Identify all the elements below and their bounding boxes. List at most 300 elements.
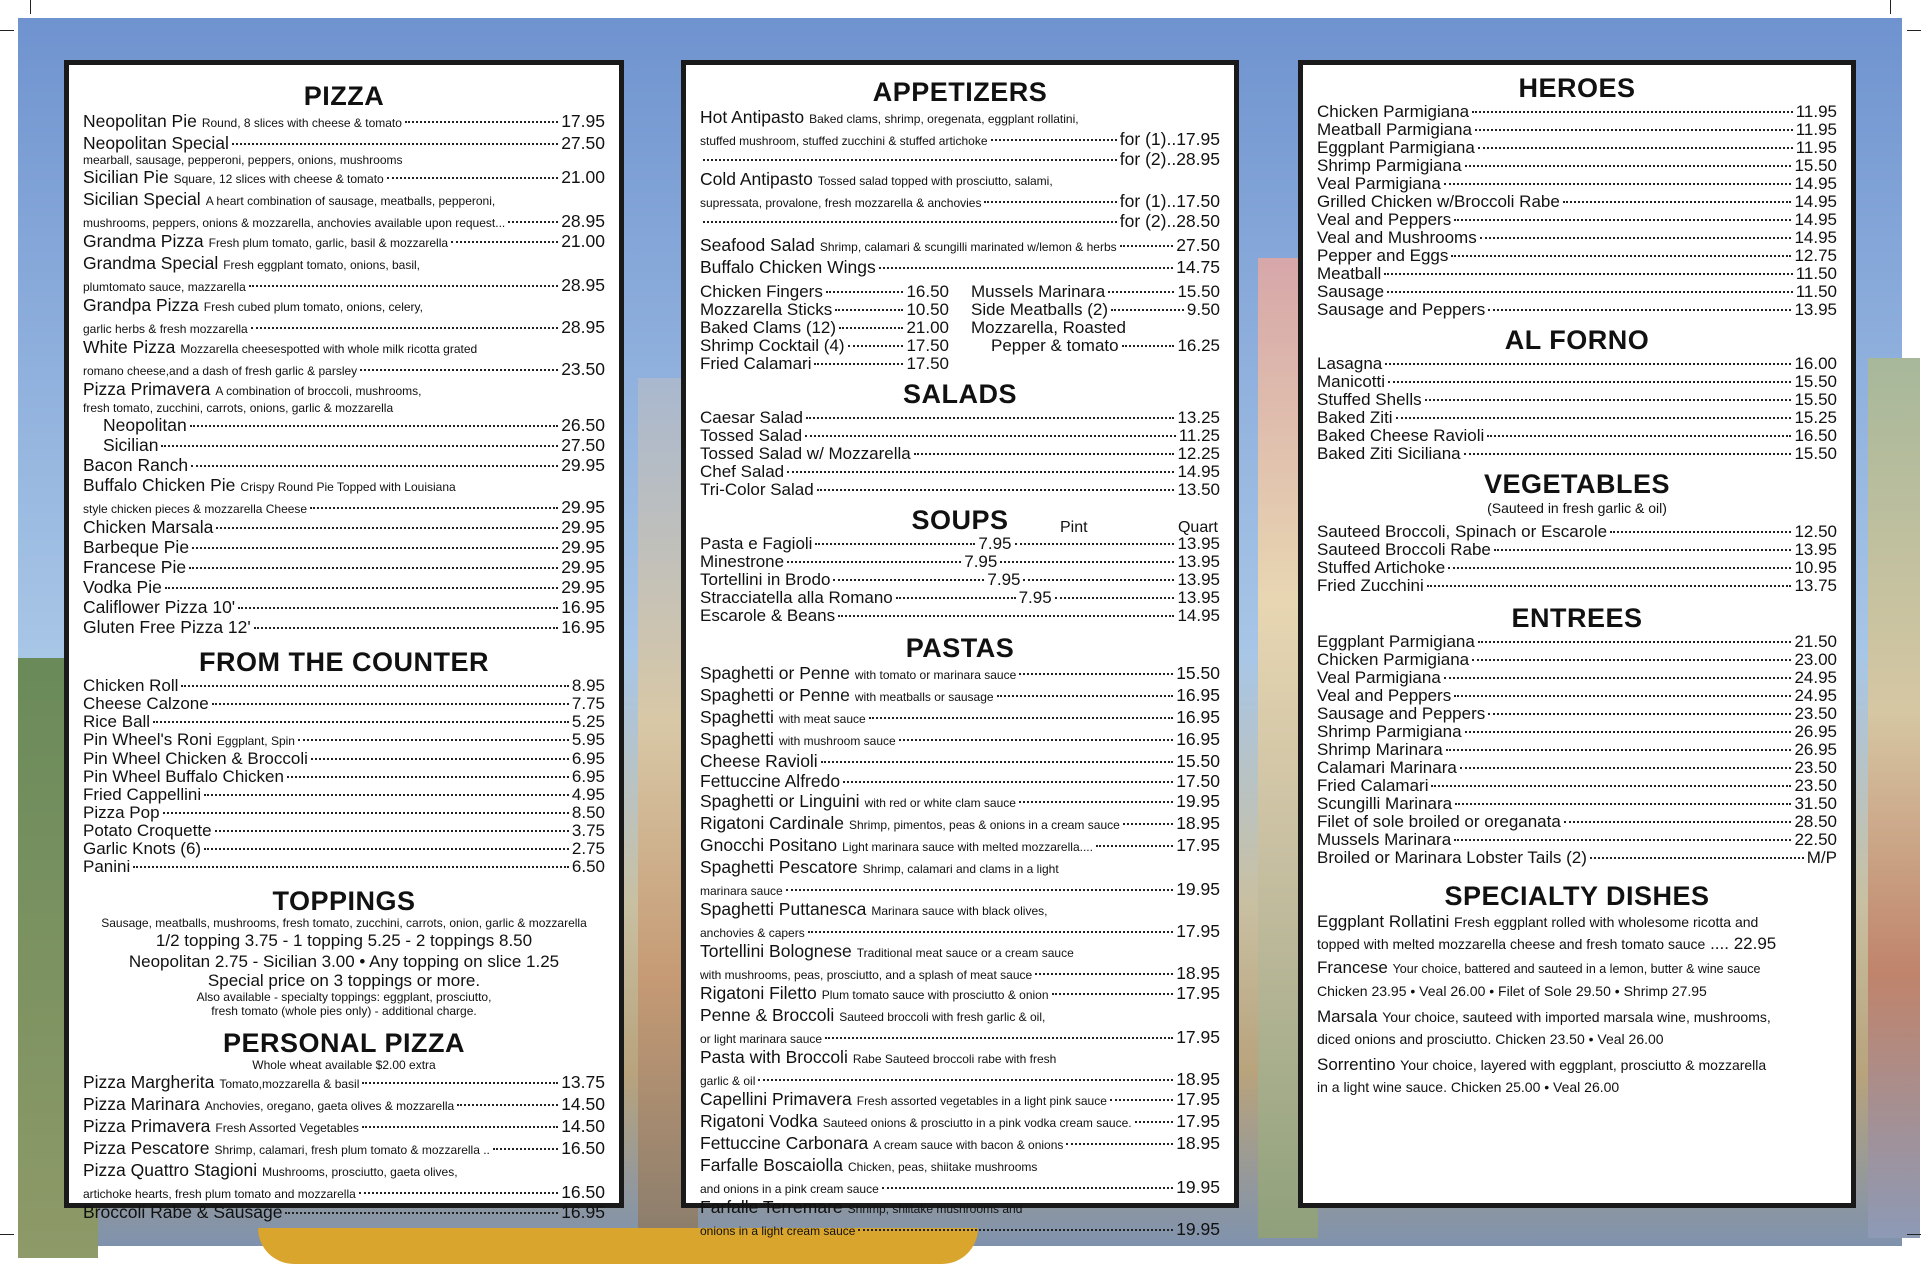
item-description: plumtomato sauce, mazzarella xyxy=(83,280,246,294)
item-price: 23.50 xyxy=(1794,776,1837,795)
leader-dots xyxy=(787,471,1174,473)
item-price: 11.95 xyxy=(1795,120,1837,139)
menu-item xyxy=(1317,559,1837,577)
item-price: 3.75 xyxy=(571,821,605,840)
item-price: for (1)..17.95 xyxy=(1119,129,1220,149)
vegetables-list xyxy=(1317,523,1837,595)
menu-item xyxy=(83,840,605,858)
leader-dots xyxy=(1444,183,1792,185)
menu-item xyxy=(83,557,605,577)
item-price: 16.00 xyxy=(1794,354,1837,373)
leader-dots xyxy=(1494,549,1792,551)
item-name: Buffalo Chicken Wings xyxy=(700,257,876,277)
item-name: Shrimp Parmigiana xyxy=(1317,722,1462,741)
item-description: anchovies & capers xyxy=(700,926,805,940)
leader-dots xyxy=(825,1037,1173,1039)
leader-dots xyxy=(1135,1121,1174,1123)
appetizers-right-column xyxy=(971,283,1220,373)
section-title-pastas: PASTAS xyxy=(905,633,1015,663)
item-price: 16.95 xyxy=(1176,707,1220,727)
item-name: Pasta with Broccoli xyxy=(700,1047,848,1067)
leader-dots xyxy=(1066,1143,1173,1145)
crop-mark xyxy=(1907,30,1921,31)
item-price: for (2)..28.50 xyxy=(1119,211,1220,231)
section-title-al-forno: AL FORNO xyxy=(1504,325,1650,355)
item-price: 13.25 xyxy=(1177,408,1220,427)
item-name: Gnocchi Positano xyxy=(700,835,838,855)
item-name: Eggplant Parmigiana xyxy=(1317,138,1475,157)
leader-dots xyxy=(1387,291,1793,293)
leader-dots xyxy=(1425,399,1792,401)
leader-dots xyxy=(165,587,558,589)
item-description: Marinara sauce with black olives, xyxy=(871,904,1048,918)
item-price: 16.25 xyxy=(1177,336,1220,355)
personal-pizza-note: Whole wheat available $2.00 extra xyxy=(252,1058,436,1072)
menu-item xyxy=(700,589,1220,607)
item-price: 27.50 xyxy=(1176,235,1220,255)
item-name: Pizza Pop xyxy=(83,803,160,822)
item-price: 28.95 xyxy=(561,275,605,295)
menu-item-cont xyxy=(83,211,605,231)
leader-dots xyxy=(251,327,558,329)
item-price: 15.50 xyxy=(1176,663,1220,683)
menu-item xyxy=(1317,391,1837,409)
item-price: 14.95 xyxy=(1177,462,1220,481)
item-price: 8.50 xyxy=(571,803,605,822)
item-price: 28.50 xyxy=(1794,812,1837,831)
item-description: Fresh cubed plum tomato, onions, celery, xyxy=(203,300,423,314)
item-name: Neopolitan xyxy=(103,415,187,435)
item-price: 2.75 xyxy=(571,839,605,858)
item-price: M/P xyxy=(1806,848,1837,867)
item-price: 16.50 xyxy=(906,282,949,301)
leader-dots xyxy=(1564,821,1792,823)
leader-dots xyxy=(1111,309,1184,311)
leader-dots xyxy=(204,794,569,796)
item-price: 16.95 xyxy=(1176,729,1220,749)
item-price: 15.50 xyxy=(1177,282,1220,301)
item-description: garlic herbs & fresh mozzarella xyxy=(83,322,248,336)
menu-item xyxy=(700,607,1220,625)
item-price: 17.95 xyxy=(1176,921,1220,941)
leader-dots xyxy=(835,309,903,311)
toppings-price-line-3: Special price on 3 toppings or more. xyxy=(207,971,481,990)
menu-item-cont xyxy=(83,275,605,295)
item-price: 26.95 xyxy=(1794,722,1837,741)
menu-item xyxy=(700,1155,1220,1177)
menu-item xyxy=(1317,777,1837,795)
item-name: Chicken Roll xyxy=(83,676,179,695)
item-price: 19.95 xyxy=(1176,1219,1220,1239)
item-name: Tossed Salad w/ Mozzarella xyxy=(700,444,911,463)
item-description: Your choice, sauteed with imported marsala wine, mushrooms, xyxy=(1382,1009,1771,1025)
al-forno-list xyxy=(1317,355,1837,463)
leader-dots xyxy=(362,1082,558,1084)
item-description: and onions in a pink cream sauce xyxy=(700,1182,879,1196)
leader-dots xyxy=(161,445,558,447)
section-title-counter: FROM THE COUNTER xyxy=(199,647,489,677)
menu-item xyxy=(83,731,605,750)
item-price-pint: 7.95 xyxy=(978,534,1012,553)
menu-item xyxy=(700,355,949,373)
item-name: Spaghetti or Penne xyxy=(700,663,850,683)
menu-item xyxy=(103,435,605,455)
item-price: 17.95 xyxy=(1176,1089,1220,1109)
item-name: Fettuccine Alfredo xyxy=(700,771,841,791)
leader-dots xyxy=(287,776,569,778)
menu-item xyxy=(971,301,1220,319)
menu-item xyxy=(971,319,1220,337)
leader-dots xyxy=(1019,673,1173,675)
leader-dots xyxy=(189,567,558,569)
leader-dots xyxy=(984,201,1116,203)
section-title-pizza: PIZZA xyxy=(303,81,385,111)
menu-item xyxy=(1317,831,1837,849)
item-price: 12.50 xyxy=(1794,522,1837,541)
menu-item xyxy=(1317,301,1837,319)
item-price: 13.95 xyxy=(1794,300,1837,319)
leader-dots xyxy=(869,717,1174,719)
leader-dots xyxy=(1122,345,1175,347)
menu-item xyxy=(83,1116,605,1138)
menu-item xyxy=(1317,103,1837,121)
leader-dots xyxy=(238,607,558,609)
menu-item xyxy=(83,1072,605,1094)
leader-dots xyxy=(508,221,558,223)
leader-dots xyxy=(1108,291,1174,293)
personal-pizza-list xyxy=(83,1072,605,1222)
item-price: 4.95 xyxy=(571,785,605,804)
item-price: 18.95 xyxy=(1176,963,1220,983)
item-name: Eggplant Parmigiana xyxy=(1317,632,1475,651)
item-price: 14.95 xyxy=(1794,192,1837,211)
menu-item xyxy=(83,475,605,497)
item-price: 11.50 xyxy=(1795,264,1837,283)
item-description: romano cheese,and a dash of fresh garlic & parsley xyxy=(83,364,358,378)
menu-item xyxy=(700,571,1220,589)
item-description: mearball, sausage, pepperoni, peppers, onions, mushrooms xyxy=(83,153,403,167)
leader-dots xyxy=(1478,641,1792,643)
menu-item-cont xyxy=(700,879,1220,899)
item-description: style chicken pieces & mozzarella Cheese xyxy=(83,502,308,516)
menu-item-cont xyxy=(700,149,1220,169)
item-name: Garlic Knots (6) xyxy=(83,839,202,858)
item-name: Chicken Parmigiana xyxy=(1317,102,1470,121)
toppings-note-1: Also available - specialty toppings: eggplant, prosciutto, xyxy=(196,990,492,1004)
specialty-marsala xyxy=(1317,1006,1837,1050)
menu-item xyxy=(700,445,1220,463)
item-name: Pasta e Fagioli xyxy=(700,534,813,553)
crop-mark xyxy=(1890,0,1891,14)
item-name: Chicken Fingers xyxy=(700,282,823,301)
item-description: Tossed salad topped with prosciutto, salami, xyxy=(817,174,1053,188)
menu-item xyxy=(1317,175,1837,193)
leader-dots xyxy=(1454,219,1791,221)
leader-dots xyxy=(1480,237,1792,239)
leader-dots xyxy=(1465,165,1792,167)
menu-item xyxy=(83,1138,605,1160)
menu-item xyxy=(83,597,605,617)
item-name: Stracciatella alla Romano xyxy=(700,588,893,607)
leader-dots xyxy=(826,291,904,293)
item-price: 17.95 xyxy=(1176,1111,1220,1131)
menu-item xyxy=(83,379,605,401)
leader-dots xyxy=(1385,363,1791,365)
item-prices: in a light wine sauce. Chicken 25.00 • Veal 26.00 xyxy=(1317,1079,1620,1095)
item-name: Sicilian Special xyxy=(83,189,201,209)
menu-item xyxy=(700,771,1220,791)
item-price: 15.50 xyxy=(1794,156,1837,175)
leader-dots xyxy=(215,830,569,832)
menu-item xyxy=(1317,633,1837,651)
item-name: Sauteed Broccoli Rabe xyxy=(1317,540,1491,559)
item-price: 6.50 xyxy=(571,857,605,876)
item-description: onions in a light cream sauce xyxy=(700,1224,856,1238)
item-name: Bacon Ranch xyxy=(83,455,189,475)
item-price: 27.50 xyxy=(561,133,605,153)
section-title-personal-pizza: PERSONAL PIZZA xyxy=(222,1028,466,1058)
item-description: Shrimp, calamari, fresh plum tomato & mozzarella .. xyxy=(214,1143,490,1157)
item-name: Spaghetti or Linguini xyxy=(700,791,860,811)
toppings-list: Sausage, meatballs, mushrooms, fresh tomato, zucchini, carrots, onion, garlic & mozzarella xyxy=(101,916,587,930)
item-description: with meatballs or sausage xyxy=(854,690,994,704)
item-description: Fresh eggplant rolled with wholesome ricotta and xyxy=(1454,914,1759,930)
item-description: Square, 12 slices with cheese & tomato xyxy=(173,172,384,186)
menu-item-cont xyxy=(83,497,605,517)
leader-dots xyxy=(991,139,1117,141)
item-name: Shrimp Cocktail (4) xyxy=(700,336,845,355)
leader-dots xyxy=(1454,839,1791,841)
item-name: Sauteed Broccoli, Spinach or Escarole xyxy=(1317,522,1608,541)
menu-item xyxy=(83,517,605,537)
menu-item xyxy=(700,983,1220,1005)
item-name: Baked Ziti Siciliana xyxy=(1317,444,1461,463)
menu-item xyxy=(700,685,1220,707)
item-name: Pepper & tomato xyxy=(991,336,1119,355)
item-name: Mussels Marinara xyxy=(1317,830,1452,849)
item-description: Eggplant, Spin xyxy=(216,734,295,748)
menu-item xyxy=(83,786,605,804)
menu-item xyxy=(1317,687,1837,705)
item-price: 10.50 xyxy=(906,300,949,319)
item-name: Fried Cappellini xyxy=(83,785,202,804)
leader-dots xyxy=(839,327,903,329)
item-price: 14.95 xyxy=(1794,174,1837,193)
item-name: White Pizza xyxy=(83,337,176,357)
item-price: 12.25 xyxy=(1177,444,1220,463)
item-price: 15.50 xyxy=(1794,444,1837,463)
item-price: 23.50 xyxy=(1794,758,1837,777)
leader-dots xyxy=(191,465,558,467)
menu-item xyxy=(700,427,1220,445)
menu-item xyxy=(103,415,605,435)
item-description: Mozzarella cheesespotted with whole milk ricotta grated xyxy=(180,342,478,356)
menu-item xyxy=(1317,193,1837,211)
menu-item xyxy=(700,481,1220,499)
leader-dots xyxy=(387,177,558,179)
menu-item xyxy=(700,791,1220,813)
item-description: Shrimp, calamari and clams in a light xyxy=(862,862,1059,876)
toppings-price-line-2: Neopolitan 2.75 - Sicilian 3.00 • Any topping on slice 1.25 xyxy=(128,952,560,971)
item-description: stuffed mushroom, stuffed zucchini & stuffed artichoke xyxy=(700,134,988,148)
leader-dots xyxy=(899,739,1174,741)
leader-dots xyxy=(833,579,984,581)
heroes-list xyxy=(1317,103,1837,319)
leader-dots xyxy=(1123,823,1173,825)
menu-item xyxy=(1317,759,1837,777)
item-description: A heart combination of sausage, meatballs, pepperoni, xyxy=(205,194,496,208)
menu-item xyxy=(1317,283,1837,301)
item-name: Manicotti xyxy=(1317,372,1386,391)
menu-item xyxy=(700,941,1220,963)
item-price: 17.95 xyxy=(1176,983,1220,1003)
leader-dots xyxy=(1451,255,1791,257)
leader-dots xyxy=(1431,785,1791,787)
menu-item xyxy=(1317,723,1837,741)
item-name: Chicken Marsala xyxy=(83,517,214,537)
leader-dots xyxy=(254,627,558,629)
leader-dots xyxy=(212,703,569,705)
leader-dots xyxy=(451,241,558,243)
item-name: Baked Ziti xyxy=(1317,408,1393,427)
item-name: Cold Antipasto xyxy=(700,169,813,189)
item-name: Spaghetti Puttanesca xyxy=(700,899,867,919)
item-price: 14.95 xyxy=(1794,210,1837,229)
leader-dots xyxy=(806,417,1174,419)
item-name: Shrimp Parmigiana xyxy=(1317,156,1462,175)
leader-dots xyxy=(882,1187,1173,1189)
item-price-pint: 7.95 xyxy=(1018,588,1052,607)
item-price: 21.00 xyxy=(906,318,949,337)
item-name: Pizza Pescatore xyxy=(83,1138,210,1158)
leader-dots xyxy=(298,739,569,741)
soups-quart-header: Quart xyxy=(1177,519,1218,536)
menu-item xyxy=(1317,541,1837,559)
menu-item xyxy=(83,617,605,637)
leader-dots xyxy=(805,435,1176,437)
item-price: 11.95 xyxy=(1795,138,1837,157)
crop-mark xyxy=(1907,1234,1921,1235)
item-description: Plum tomato sauce with prosciutto & onion xyxy=(821,988,1049,1002)
leader-dots xyxy=(359,1192,558,1194)
item-name: Farfalle Terremare xyxy=(700,1197,843,1217)
item-description: A combination of broccoli, mushrooms, xyxy=(215,384,422,398)
menu-item xyxy=(700,319,949,337)
section-title-salads: SALADS xyxy=(902,379,1017,409)
item-price: 19.95 xyxy=(1176,879,1220,899)
item-price: 23.00 xyxy=(1794,650,1837,669)
leader-dots xyxy=(1052,993,1174,995)
item-name: Lasagna xyxy=(1317,354,1383,373)
leader-dots xyxy=(192,547,558,549)
menu-item-cont xyxy=(700,129,1220,149)
item-price: 14.75 xyxy=(1176,257,1220,277)
item-name: Sicilian Pie xyxy=(83,167,169,187)
leader-dots xyxy=(362,1126,558,1128)
menu-panel-middle xyxy=(681,60,1239,1239)
menu-item xyxy=(1317,373,1837,391)
item-price: 24.95 xyxy=(1794,686,1837,705)
item-name: Tortellini in Brodo xyxy=(700,570,831,589)
item-name: Capellini Primavera xyxy=(700,1089,852,1109)
menu-item xyxy=(700,283,949,301)
item-prices: diced onions and prosciutto. Chicken 23.50 • Veal 26.00 xyxy=(1317,1031,1664,1047)
item-name: Pizza Primavera xyxy=(83,379,211,399)
item-name: Grandma Special xyxy=(83,253,219,273)
leader-dots xyxy=(133,866,569,868)
item-name: Buffalo Chicken Pie xyxy=(83,475,236,495)
menu-item xyxy=(1317,813,1837,831)
item-price: 14.95 xyxy=(1794,228,1837,247)
leader-dots xyxy=(1384,273,1792,275)
menu-item xyxy=(971,283,1220,301)
leader-dots xyxy=(181,685,568,687)
item-price: 5.25 xyxy=(571,712,605,731)
item-name: Scungilli Marinara xyxy=(1317,794,1453,813)
item-description: Baked clams, shrimp, oregenata, eggplant rollatini, xyxy=(809,112,1079,126)
leader-dots xyxy=(1488,309,1791,311)
menu-item xyxy=(83,111,605,133)
item-name: Mozzarella Sticks xyxy=(700,300,833,319)
menu-item xyxy=(83,1094,605,1116)
item-name: Farfalle Boscaiolla xyxy=(700,1155,843,1175)
item-description: marinara sauce xyxy=(700,884,783,898)
menu-item-cont xyxy=(700,963,1220,983)
menu-item xyxy=(700,1005,1220,1027)
menu-item xyxy=(1317,427,1837,445)
item-price: 16.95 xyxy=(1176,685,1220,705)
menu-item-cont xyxy=(83,317,605,337)
item-description: Round, 8 slices with cheese & tomato xyxy=(201,116,402,130)
crop-mark xyxy=(30,0,31,14)
leader-dots xyxy=(1472,111,1793,113)
leader-dots xyxy=(1455,803,1791,805)
leader-dots xyxy=(703,221,1117,223)
item-description: Fresh eggplant tomato, onions, basil, xyxy=(223,258,420,272)
item-name: Veal and Peppers xyxy=(1317,686,1452,705)
item-name: Stuffed Artichoke xyxy=(1317,558,1446,577)
item-description: Shrimp, calamari & scungilli marinated w/lemon & herbs xyxy=(819,240,1117,254)
item-description: Light marinara sauce with melted mozzarella.... xyxy=(842,840,1093,854)
leader-dots xyxy=(858,1229,1173,1231)
leader-dots xyxy=(1096,845,1173,847)
item-price: 29.95 xyxy=(561,557,605,577)
menu-item xyxy=(700,235,1220,257)
item-name: Spaghetti xyxy=(700,707,774,727)
item-name: Stuffed Shells xyxy=(1317,390,1422,409)
item-price: 21.00 xyxy=(561,231,605,251)
item-name: Calamari Marinara xyxy=(1317,758,1457,777)
menu-item xyxy=(700,813,1220,835)
item-description: mushrooms, peppers, onions & mozzarella, anchovies available upon request... xyxy=(83,216,506,230)
leader-dots xyxy=(1465,731,1792,733)
item-name: Meatball Parmigiana xyxy=(1317,120,1472,139)
appetizers-left-column xyxy=(700,283,949,373)
leader-dots xyxy=(204,848,569,850)
item-name: Mozzarella, Roasted xyxy=(971,318,1126,337)
menu-item xyxy=(83,537,605,557)
leader-dots xyxy=(1590,857,1804,859)
item-price: 17.95 xyxy=(1176,835,1220,855)
item-price: 19.95 xyxy=(1176,791,1220,811)
item-price-quart: 13.95 xyxy=(1177,588,1220,607)
menu-item xyxy=(83,231,605,253)
item-name: Marsala xyxy=(1317,1007,1378,1026)
leader-dots xyxy=(1454,695,1791,697)
item-description: A cream sauce with bacon & onions xyxy=(873,1138,1064,1152)
item-name: Grandma Pizza xyxy=(83,231,204,251)
item-name: Sorrentino xyxy=(1317,1055,1396,1074)
